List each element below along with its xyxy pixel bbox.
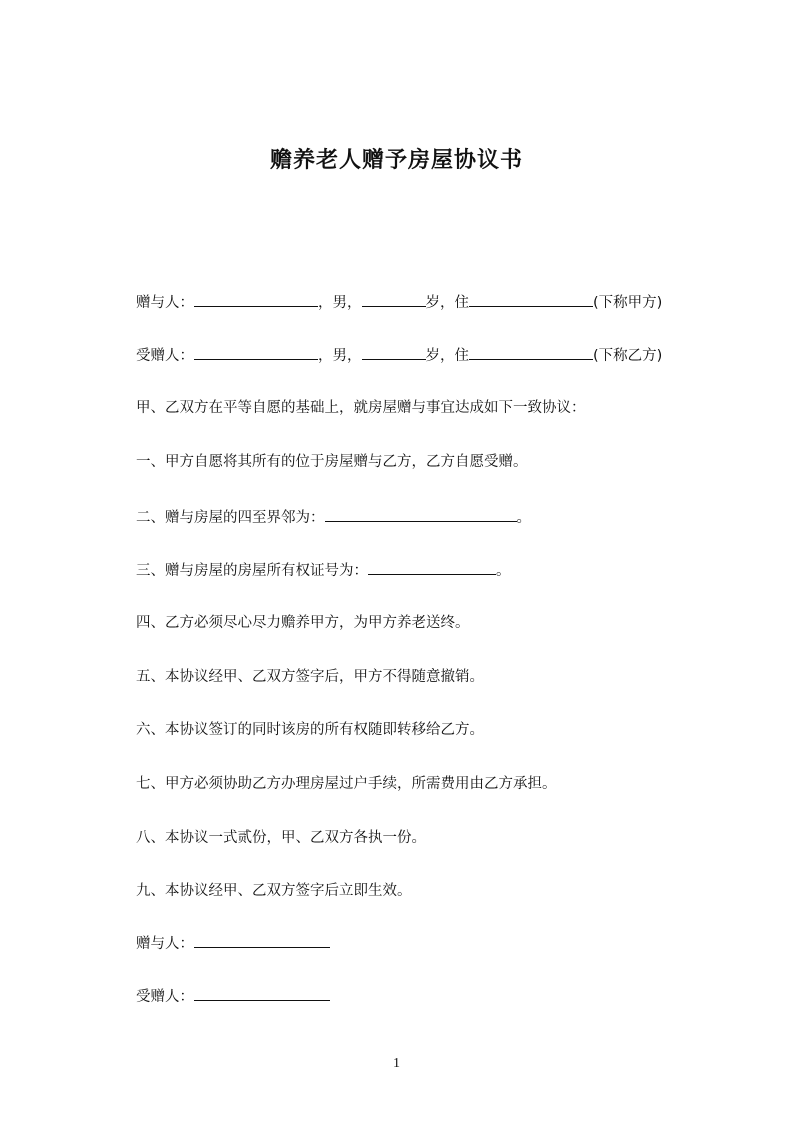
donor-age-blank[interactable] [362, 291, 426, 307]
clause-7: 七、甲方必须协助乙方办理房屋过户手续，所需费用由乙方承担。 [136, 776, 557, 792]
signature-donee-label: 受赠人： [136, 989, 194, 1005]
signature-donor [136, 932, 330, 954]
donee-label: 受赠人： [136, 348, 194, 364]
clause-2-end: 。 [516, 510, 531, 526]
donee-gender-text: ，男， [318, 348, 362, 364]
clause-9: 九、本协议经甲、乙双方签字后立即生效。 [136, 883, 412, 899]
signature-donor-label: 赠与人： [136, 936, 194, 952]
page-number: 1 [393, 1056, 400, 1071]
donee-suffix: (下称乙方) [593, 348, 663, 364]
donee-age-text: 岁，住 [425, 348, 469, 364]
clause-4: 四、乙方必须尽心尽力赡养甲方，为甲方养老送终。 [136, 615, 470, 631]
donor-address-blank[interactable] [469, 291, 593, 307]
donor-age-text: 岁，住 [425, 295, 469, 311]
donee-line [136, 344, 662, 366]
clause-3-end: 。 [496, 563, 511, 579]
boundary-blank[interactable] [325, 506, 517, 522]
clause-8: 八、本协议一式贰份，甲、乙双方各执一份。 [136, 830, 426, 846]
agreement-intro: 甲、乙双方在平等自愿的基础上，就房屋赠与事宜达成如下一致协议： [136, 400, 586, 416]
donor-signature-blank[interactable] [194, 932, 330, 948]
clause-6: 六、本协议签订的同时该房的所有权随即转移给乙方。 [136, 722, 484, 738]
donor-label: 赠与人： [136, 295, 194, 311]
donor-name-blank[interactable] [194, 291, 318, 307]
donor-gender-text: ，男， [318, 295, 362, 311]
clause-2 [136, 506, 531, 528]
clause-3-text: 三、赠与房屋的房屋所有权证号为： [136, 563, 368, 579]
document-title: 赡养老人赠予房屋协议书 [269, 148, 523, 173]
clause-1: 一、甲方自愿将其所有的位于房屋赠与乙方，乙方自愿受赠。 [136, 454, 528, 470]
donee-signature-blank[interactable] [194, 985, 330, 1001]
donee-address-blank[interactable] [469, 344, 593, 360]
clause-5: 五、本协议经甲、乙双方签字后，甲方不得随意撤销。 [136, 669, 484, 685]
donee-name-blank[interactable] [194, 344, 318, 360]
certificate-number-blank[interactable] [368, 559, 496, 575]
signature-donee [136, 985, 330, 1007]
donee-age-blank[interactable] [362, 344, 426, 360]
clause-3 [136, 559, 511, 581]
donor-line [136, 291, 662, 313]
clause-2-text: 二、赠与房屋的四至界邻为： [136, 510, 325, 526]
donor-suffix: (下称甲方) [593, 295, 663, 311]
